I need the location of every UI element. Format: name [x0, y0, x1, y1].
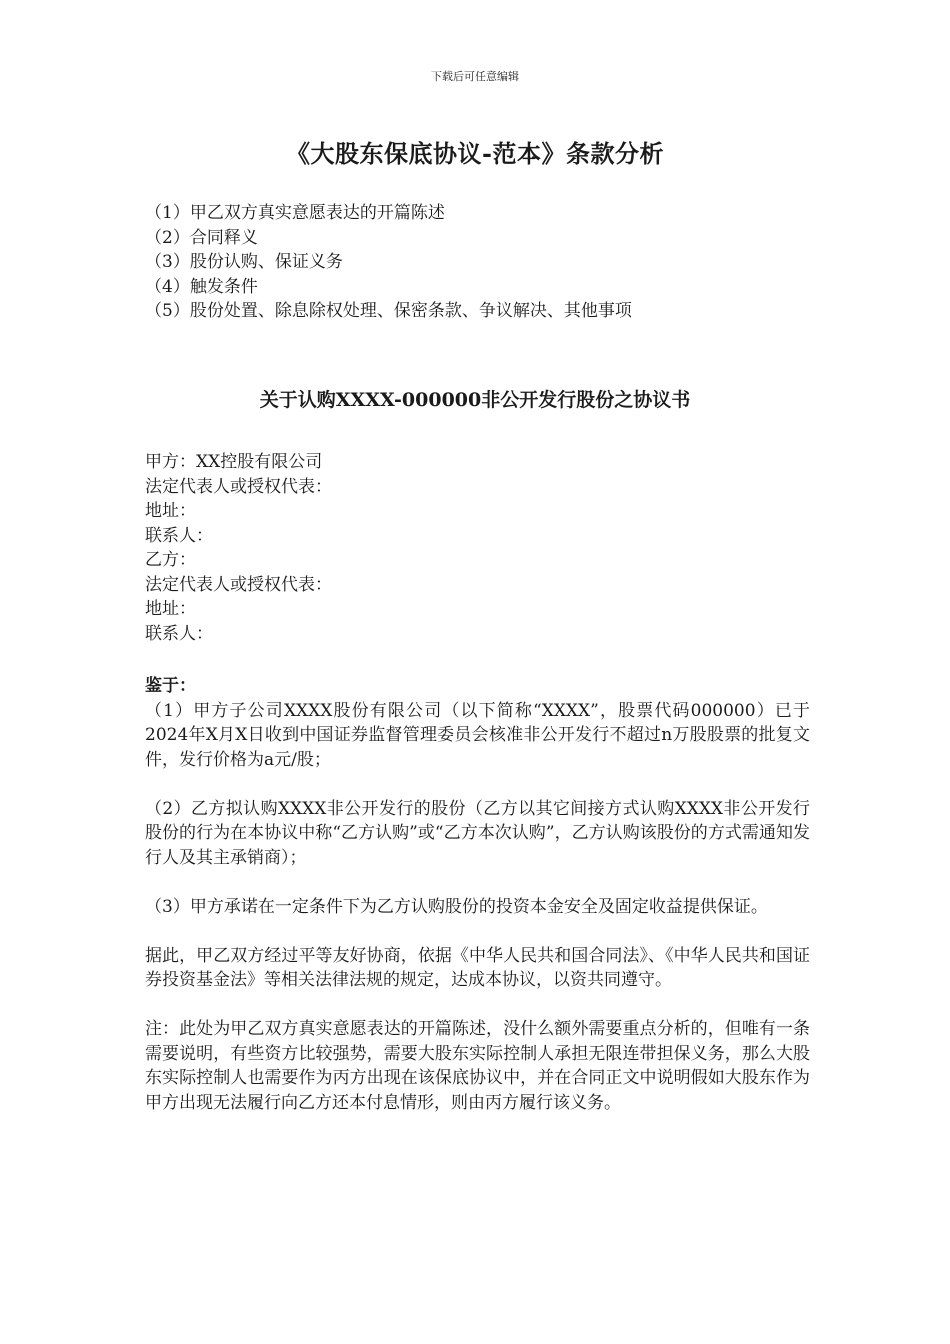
- analysis-note: 注：此处为甲乙双方真实意愿表达的开篇陈述，没什么额外需要重点分析的，但唯有一条需要说明，有些资方比较强势，需要大股东实际控制人承担无限连带担保义务，那么大股东实际控制人也需要作为丙方出现在该保底协议中，并在合同正文中说明假如大股东作为甲方出现无法履行向乙方还本付息情形，则由丙方履行该义务。: [145, 1019, 810, 1113]
- clause-outline: [145, 201, 810, 324]
- document-title: 《大股东保底协议-范本》条款分析: [286, 139, 664, 168]
- parties-block: [145, 450, 810, 646]
- whereas-item-1: （1）甲方子公司XXXX股份有限公司（以下简称“XXXX”，股票代码000000）已于2024年X月X日收到中国证券监督管理委员会核准非公开发行不超过n万股股票的批复文件，发行价格为a元/股；: [145, 700, 810, 770]
- party-b-name: 乙方：: [145, 550, 196, 570]
- party-a-representative: 法定代表人或授权代表：: [145, 476, 332, 497]
- paragraph-gap: [145, 993, 810, 1018]
- paragraph-gap: [145, 772, 810, 797]
- outline-item: （5）股份处置、除息除权处理、保密条款、争议解决、其他事项: [145, 301, 632, 321]
- party-a-address: 地址：: [145, 501, 196, 521]
- outline-item: （3）股份认购、保证义务: [145, 252, 343, 272]
- paragraph-gap: [145, 870, 810, 895]
- party-b-representative: 法定代表人或授权代表：: [145, 574, 332, 595]
- outline-item: （4）触发条件: [145, 276, 258, 297]
- party-a-contact: 联系人：: [145, 525, 213, 546]
- whereas-item-2: （2）乙方拟认购XXXX非公开发行的股份（乙方以其它间接方式认购XXXX非公开发行股份的行为在本协议中称“乙方认购”或“乙方本次认购”，乙方认购该股份的方式需通知发行人及其主承销商）；: [145, 798, 810, 868]
- header-note: 下载后可任意编辑: [431, 70, 519, 83]
- party-b-contact: 联系人：: [145, 623, 213, 644]
- agreement-title: 关于认购XXXX-000000非公开发行股份之协议书: [259, 389, 691, 411]
- whereas-conclusion: 据此，甲乙双方经过平等友好协商，依据《中华人民共和国合同法》、《中华人民共和国证券投资基金法》等相关法律法规的规定，达成本协议，以资共同遵守。: [145, 945, 810, 990]
- whereas-section: [145, 674, 810, 1115]
- whereas-item-3: （3）甲方承诺在一定条件下为乙方认购股份的投资本金安全及固定收益提供保证。: [145, 896, 768, 917]
- whereas-label: 鉴于：: [145, 676, 196, 696]
- paragraph-gap: [145, 919, 810, 944]
- outline-item: （2）合同释义: [145, 227, 258, 248]
- party-b-address: 地址：: [145, 599, 196, 619]
- outline-item: （1）甲乙双方真实意愿表达的开篇陈述: [145, 203, 445, 223]
- party-a-name: 甲方：XX控股有限公司: [145, 452, 323, 472]
